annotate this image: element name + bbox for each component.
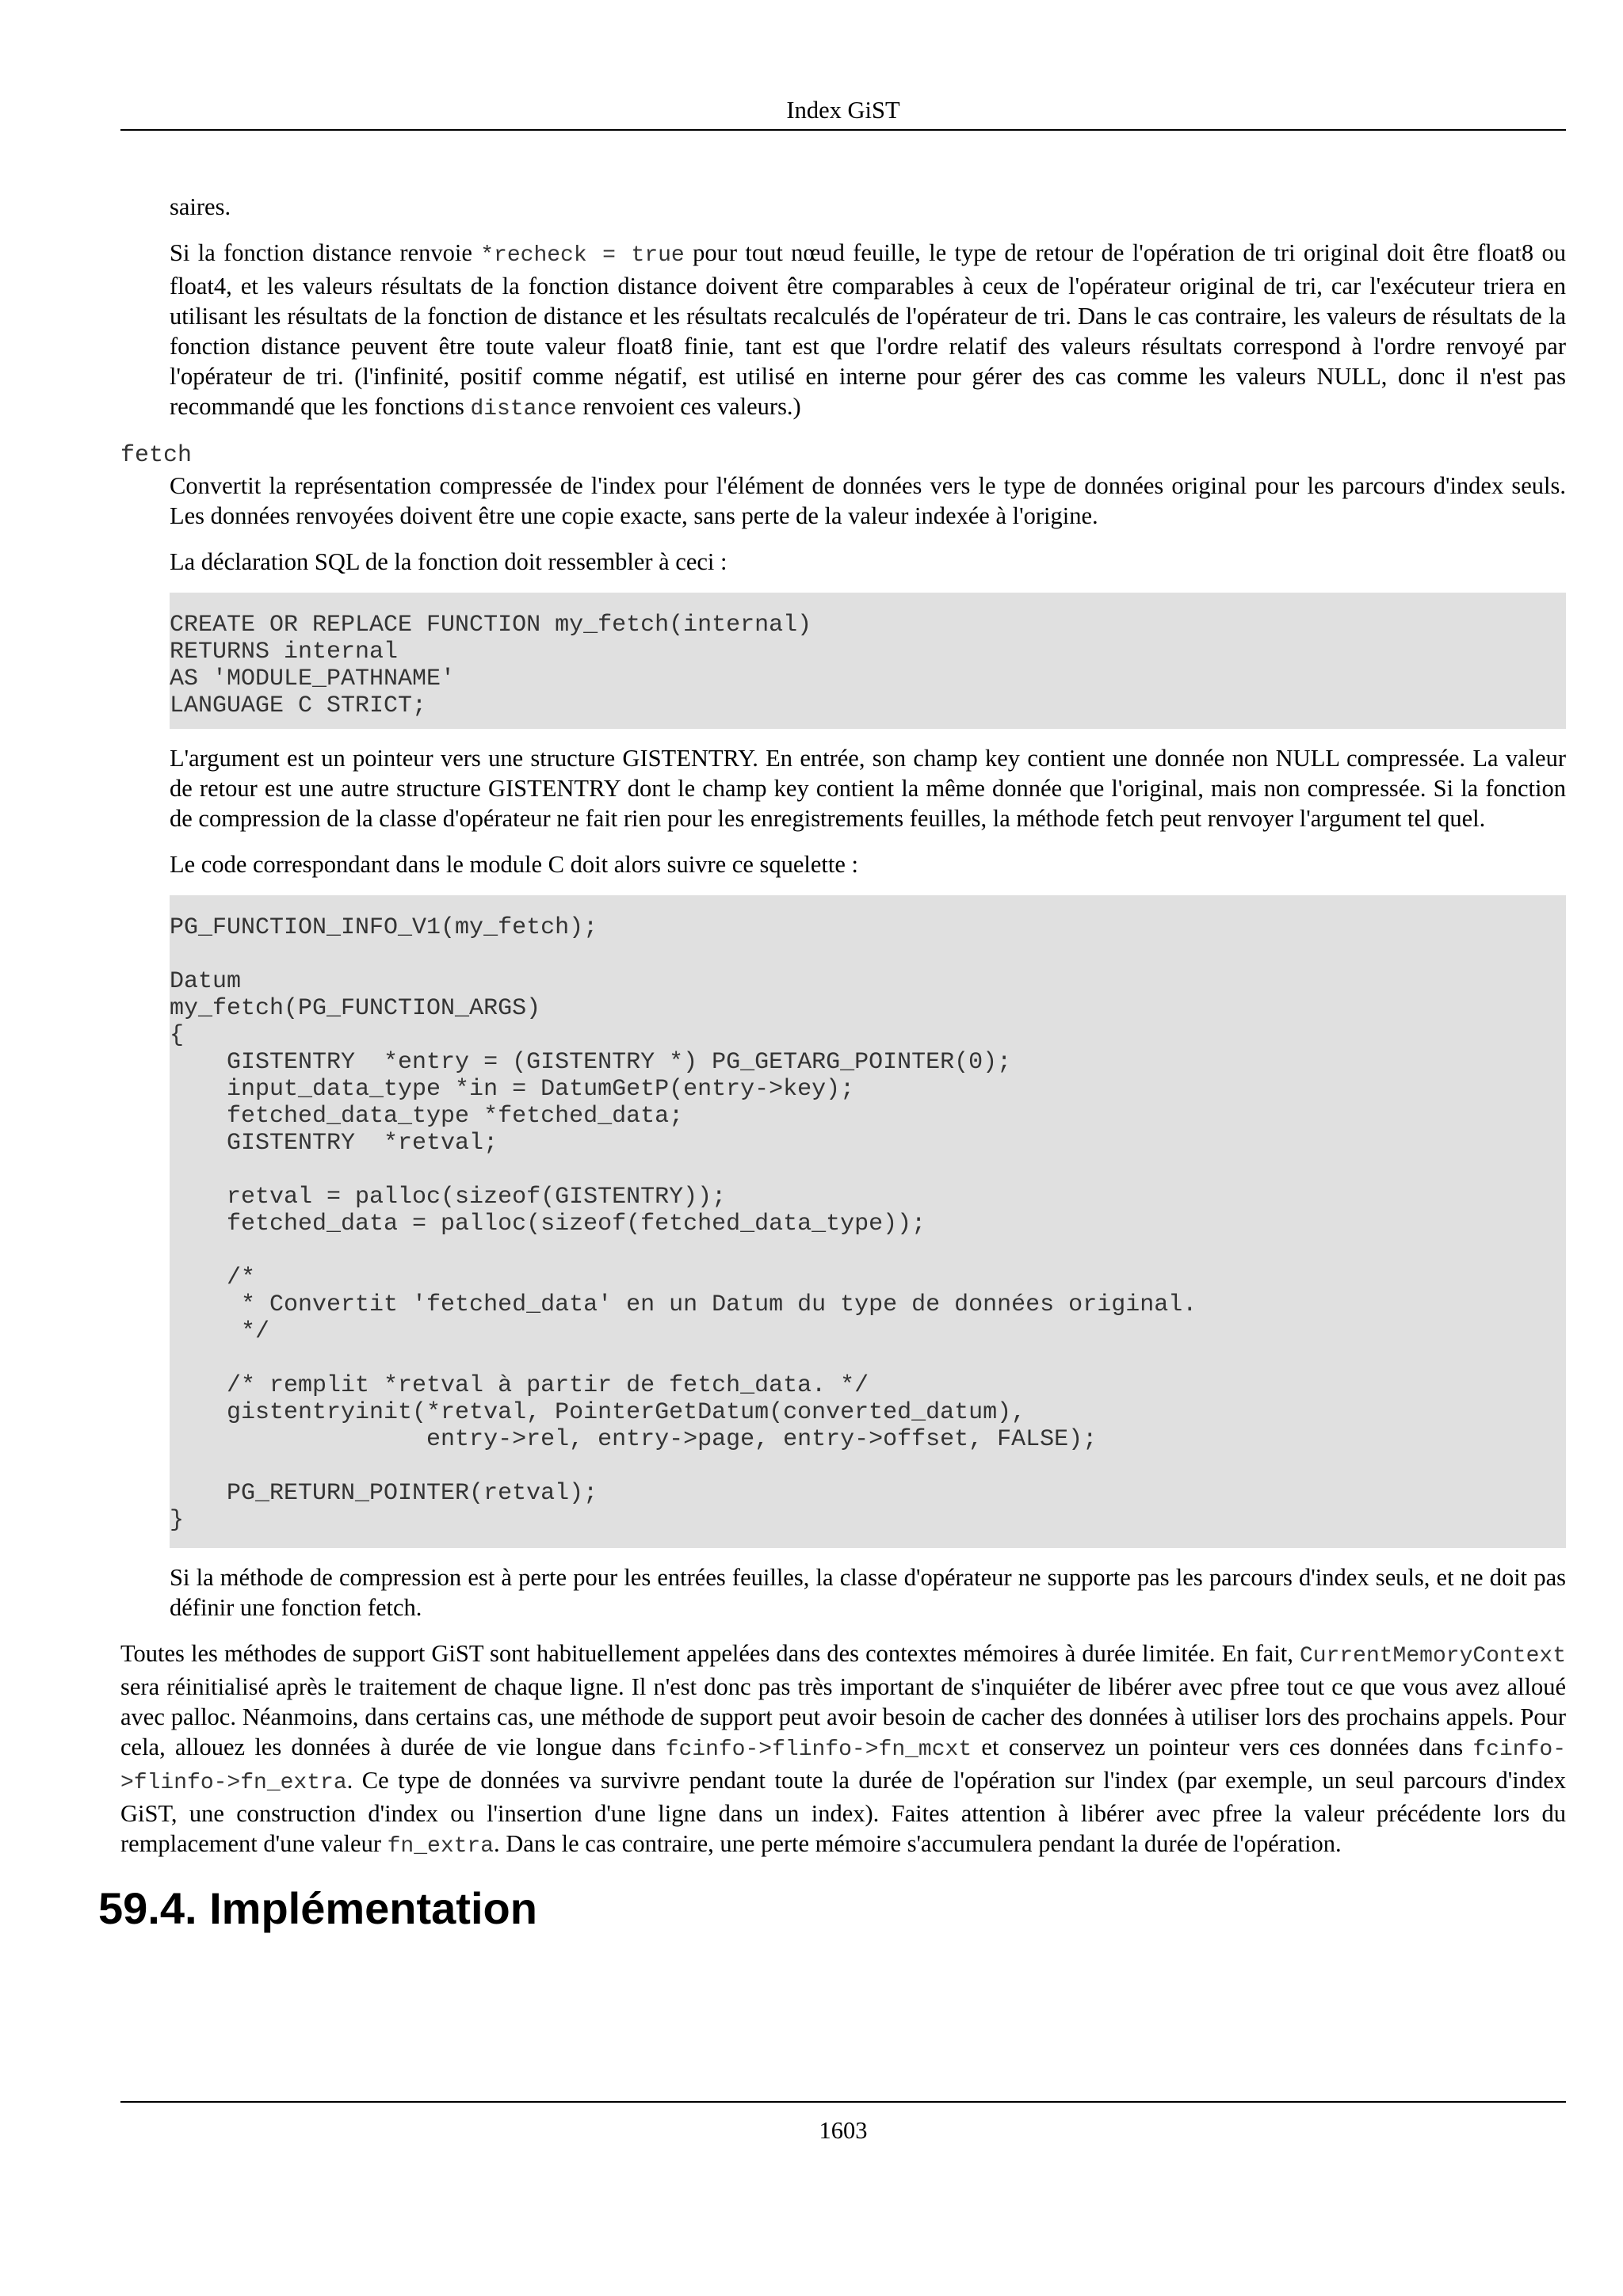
paragraph-argument: L'argument est un pointeur vers une structure GISTENTRY. En entrée, son champ key contient une donnée non NULL compressée. La valeur de retour est une autre structure GISTENTRY dont le champ key contient la même donnée que l'original, mais non compressée. Si la fonction de compression de la classe d'opérateur ne fait rien pour les enregistrements feuilles, la méthode fetch peut renvoyer l'argument tel quel. [170, 745, 1566, 832]
text-span: et conservez un pointeur vers ces données dans [972, 1733, 1473, 1760]
text-span: renvoient ces valeurs.) [576, 393, 801, 420]
text-span: . Ce type de données va survivre pendant toute la durée de l'opération sur l'index (par exemple, un seul parcours d'index GiST, une construction d'index ou l'insertion d'une ligne dans un index). Faites attention à libérer avec pfree la valeur précédente lors du remplacement d'une valeur [120, 1767, 1566, 1857]
text-span: Si la fonction distance renvoie [170, 239, 481, 266]
paragraph-continuation: saires. [170, 193, 231, 220]
section-heading: 59.4. Implémentation [98, 1883, 537, 1933]
paragraph-sql-declaration: La déclaration SQL de la fonction doit ressembler à ceci : [170, 548, 727, 575]
page-content [98, 192, 1566, 1936]
header-rule [120, 129, 1566, 131]
paragraph-fetch-description: Convertit la représentation compressée de l'index pour l'élément de données vers le type de données original pour les parcours d'index seuls. Les données renvoyées doivent être une copie exacte, sans perte de la valeur indexée à l'origine. [170, 472, 1566, 529]
paragraph-memory-context [120, 1638, 1566, 1862]
inline-code-recheck: *recheck = true [480, 243, 685, 268]
text-span: pour tout nœud feuille, le type de retour de l'opération de tri original doit être float8 ou float4, et les valeurs résultats de la fonction distance doivent être comparables à ceux de l'opérateur original de tri, car l'exécuteur triera en utilisant les résultats de la fonction de distance et les résultats recalculés de l'opérateur de tri. Dans le cas contraire, les valeurs de résultats de la fonction distance peuvent être toute valeur float8 finie, tant est que l'ordre relatif des valeurs résultats correspond à l'ordre renvoyé par l'opérateur de tri. (l'infinité, positif comme négatif, est utilisé en interne pour gérer des cas comme les valeurs NULL, donc il n'est pas recommandé que les fonctions [170, 239, 1566, 420]
page-header: Index GiST [786, 97, 900, 124]
inline-code-distance: distance [470, 397, 577, 421]
inline-code-currentmemorycontext: CurrentMemoryContext [1299, 1644, 1566, 1669]
inline-code-fn-extra: fn_extra [387, 1834, 495, 1859]
inline-code-fn-mcxt: fcinfo->flinfo->fn_mcxt [665, 1737, 972, 1762]
footer-rule [120, 2101, 1566, 2103]
paragraph-c-skeleton: Le code correspondant dans le module C doit alors suivre ce squelette : [170, 851, 858, 878]
term-fetch: fetch [120, 442, 193, 469]
text-span: sera réinitialisé après le traitement de chaque ligne. Il n'est donc pas très important de s'inquiéter de libérer avec pfree tout ce que vous avez alloué avec palloc. Néanmoins, dans certains cas, une méthode de support peut avoir besoin de cacher des données à utiliser lors des prochains appels. Pour cela, allouez les données à durée de vie longue dans [120, 1673, 1566, 1760]
text-span: Toutes les méthodes de support GiST sont habituellement appelées dans des contextes mémoires à durée limitée. En fait, [120, 1640, 1300, 1667]
code-block-c: PG_FUNCTION_INFO_V1(my_fetch); Datum my_fetch(PG_FUNCTION_ARGS) { GISTENTRY *entry = (GISTENTRY *) PG_GETARG_POINTER(0); input_data_type *in = DatumGetP(entry->key); fetched_data_type *fetched_data; GISTENTRY *retval; retval = palloc(sizeof(GISTENTRY)); fetched_data = palloc(sizeof(fetched_data_type)); /* * Convertit 'fetched_data' en un Datum du type de données original. */ /* remplit *retval à partir de fetch_data. */ gistentryinit(*retval, PointerGetDatum(converted_datum), entry->rel, entry->page, entry->offset, FALSE); PG_RETURN_POINTER(retval); } [170, 895, 1566, 1548]
paragraph-lossy-compression: Si la méthode de compression est à perte pour les entrées feuilles, la classe d'opérateur ne supporte pas les parcours d'index seuls, et ne doit pas définir une fonction fetch. [170, 1564, 1566, 1621]
text-span: . Dans le cas contraire, une perte mémoire s'accumulera pendant la durée de l'opération. [494, 1830, 1342, 1857]
page-number: 1603 [819, 2117, 868, 2144]
paragraph-recheck [170, 238, 1566, 425]
code-block-sql: CREATE OR REPLACE FUNCTION my_fetch(internal) RETURNS internal AS 'MODULE_PATHNAME' LANGUAGE C STRICT; [170, 593, 1566, 729]
inline-code-fn-extra-path: fcinfo->flinfo->fn_extra [120, 1737, 1566, 1795]
